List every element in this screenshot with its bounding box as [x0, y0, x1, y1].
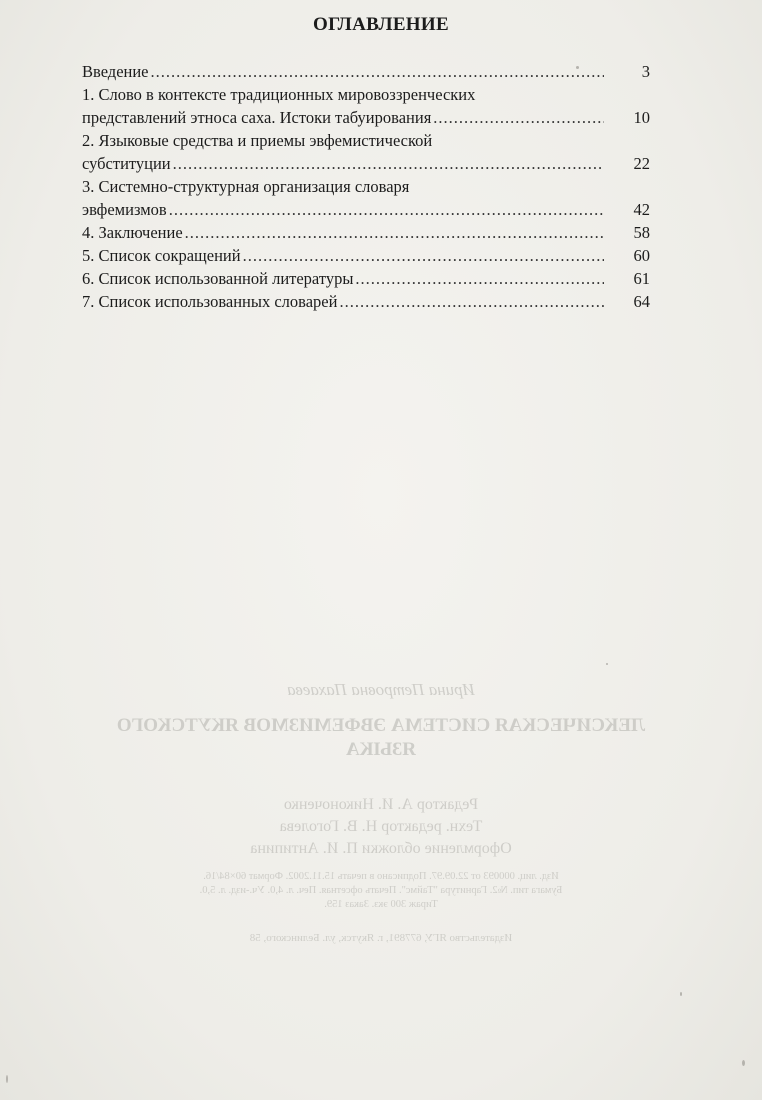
dot-leader: [169, 198, 604, 221]
bleed-imprint-line: Тираж 300 экз. Заказ 159.: [324, 899, 438, 910]
bleed-title: [0, 714, 762, 762]
toc-page-number: 42: [633, 200, 650, 219]
bleed-author: Ирина Петровна Пахаева: [287, 680, 475, 699]
toc-entry-text: представлений этноса саха. Истоки табуирования: [82, 108, 432, 127]
bleed-imprint-line: Изд. лиц. 000093 от 22.09.97. Подписано в печать 15.11.2002. Формат 60×84/16.: [203, 871, 559, 882]
toc-entry-conclusion[interactable]: [82, 221, 650, 244]
bleed-imprint: [40, 870, 722, 912]
table-of-contents: [82, 60, 650, 313]
dot-leader: [355, 267, 604, 290]
bleed-imprint-line: Бумага тип. №2. Гарнитура "Таймс". Печать офсетная. Печ. л. 4,0. Уч.-изд. л. 5,0.: [199, 885, 563, 896]
toc-entry-intro[interactable]: [82, 60, 650, 83]
toc-entry-chapter-1[interactable]: [82, 83, 650, 129]
toc-entry-text: субституции: [82, 154, 171, 173]
toc-entry-text: 7. Список использованных словарей: [82, 292, 338, 311]
toc-page-number: 61: [633, 269, 650, 288]
bleed-cover: Оформление обложки П. И. Антипина: [250, 840, 512, 857]
toc-entry-text: 6. Список использованной литературы: [82, 269, 354, 288]
bleed-tech-editor: Техн. редактор Н. В. Гоголева: [279, 818, 483, 835]
bleed-credits: [0, 794, 762, 860]
toc-heading: ОГЛАВЛЕНИЕ: [313, 14, 449, 35]
toc-entry-literature[interactable]: [82, 267, 650, 290]
toc-entry-text: Введение: [82, 62, 149, 81]
bleed-title-line: ЛЕКСИЧЕСКАЯ СИСТЕМА ЭВФЕМИЗМОВ ЯКУТСКОГО: [116, 715, 646, 736]
dot-leader: [173, 152, 604, 175]
bleed-press: Издательство ЯГУ, 677891, г. Якутск, ул. Белинского, 58: [249, 932, 513, 944]
toc-page-number: 58: [633, 223, 650, 242]
toc-entry-text: 1. Слово в контексте традиционных мировоззренческих: [82, 85, 476, 104]
toc-entry-dictionaries[interactable]: [82, 290, 650, 313]
toc-entry-text: 4. Заключение: [82, 223, 183, 242]
toc-entry-text: 5. Список сокращений: [82, 246, 241, 265]
dot-leader: [243, 244, 604, 267]
toc-entry-abbreviations[interactable]: [82, 244, 650, 267]
dot-leader: [151, 60, 604, 83]
toc-entry-chapter-3[interactable]: [82, 175, 650, 221]
toc-entry-text: эвфемизмов: [82, 200, 167, 219]
dot-leader: [433, 106, 604, 129]
reverse-side-bleed-through: [0, 670, 762, 990]
paper-speck: [742, 1060, 745, 1066]
paper-speck: [576, 66, 579, 69]
bleed-editor: Редактор А. И. Никоноченко: [283, 796, 479, 813]
paper-speck: [606, 663, 608, 665]
dot-leader: [339, 290, 604, 313]
paper-speck: [680, 992, 682, 996]
toc-page-number: 60: [633, 246, 650, 265]
bleed-title-line: ЯЗЫКА: [346, 739, 416, 760]
dot-leader: [185, 221, 604, 244]
toc-entry-text: 3. Системно-структурная организация словаря: [82, 177, 410, 196]
toc-page-number: 64: [633, 292, 650, 311]
toc-page-number: 3: [641, 62, 650, 81]
toc-page-number: 22: [633, 154, 650, 173]
toc-entry-text: 2. Языковые средства и приемы эвфемистической: [82, 131, 433, 150]
paper-speck: [6, 1075, 8, 1083]
toc-entry-chapter-2[interactable]: [82, 129, 650, 175]
toc-page-number: 10: [633, 108, 650, 127]
